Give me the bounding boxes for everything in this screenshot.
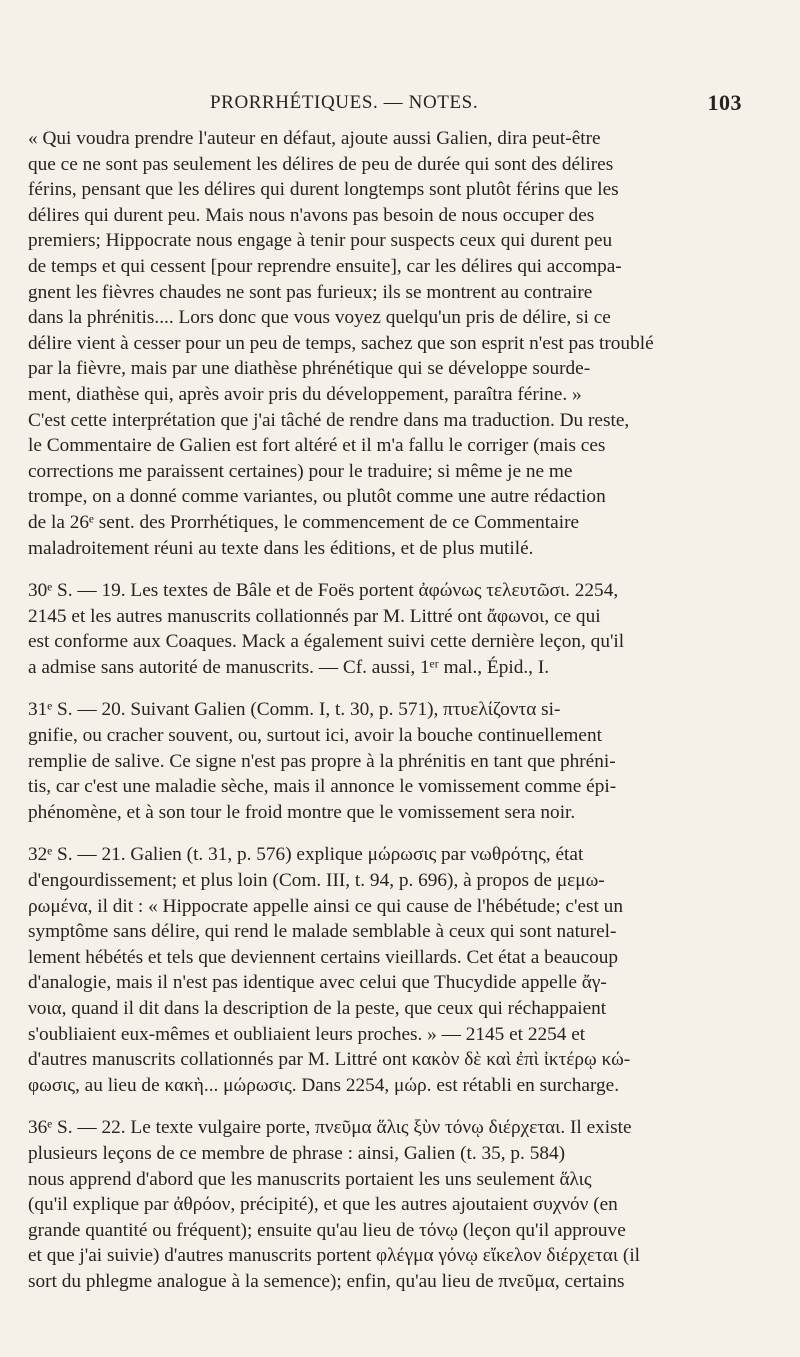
text-line: que ce ne sont pas seulement les délires de peu de durée qui sont des délires: [28, 153, 614, 175]
text-line: férins, pensant que les délires qui durent longtemps sont plutôt férins que les: [28, 179, 619, 201]
text-line: le Commentaire de Galien est fort altéré et il m'a fallu le corriger (mais ces: [28, 435, 606, 457]
text-line: de temps et qui cessent [pour reprendre ensuite], car les délires qui accompa-: [28, 255, 622, 277]
text-line: 32ᵉ S. — 21. Galien (t. 31, p. 576) explique μώρωσις par νωθρότης, état: [28, 844, 584, 866]
text-line: (qu'il explique par ἀθρόον, précipité), et que les autres ajoutaient συχνόν (en: [28, 1194, 618, 1216]
text-line: 30ᵉ S. — 19. Les textes de Bâle et de Foës portent ἀφώνως τελευτῶσι. 2254,: [28, 580, 619, 602]
text-line: trompe, on a donné comme variantes, ou plutôt comme une autre rédaction: [28, 486, 606, 508]
text-line: plusieurs leçons de ce membre de phrase : ainsi, Galien (t. 35, p. 584): [28, 1142, 566, 1164]
text-line: ρωμένα, il dit : « Hippocrate appelle ainsi ce qui cause de l'hébétude; c'est un: [28, 895, 623, 917]
text-line: de la 26ᵉ sent. des Prorrhétiques, le commencement de ce Commentaire: [28, 511, 580, 533]
text-line: symptôme sans délire, qui rend le malade semblable à ceux qui sont naturel-: [28, 921, 617, 943]
note-paragraph: [28, 697, 756, 825]
text-line: tis, car c'est une maladie sèche, mais il annonce le vomissement comme épi-: [28, 776, 617, 798]
text-line: nous apprend d'abord que les manuscrits portaient les uns seulement ἅλις: [28, 1168, 592, 1190]
text-line: 36ᵉ S. — 22. Le texte vulgaire porte, πνεῦμα ἅλις ξὺν τόνῳ διέρχεται. Il existe: [28, 1117, 632, 1139]
note-paragraph: [28, 842, 756, 1098]
running-title: PRORRHÉTIQUES. — NOTES.: [210, 92, 479, 113]
text-line: ment, diathèse qui, après avoir pris du développement, paraîtra férine. »: [28, 383, 582, 405]
page-number: 103: [707, 90, 742, 115]
text-line: corrections me paraissent certaines) pour le traduire; si même je ne me: [28, 460, 573, 482]
text-line: remplie de salive. Ce signe n'est pas propre à la phrénitis en tant que phréni-: [28, 750, 616, 772]
notes-text: [28, 126, 756, 1295]
text-line: phénomène, et à son tour le froid montre que le vomissement sera noir.: [28, 801, 576, 823]
text-line: d'autres manuscrits collationnés par M. Littré ont κακὸν δὲ καὶ ἐπὶ ἰκτέρῳ κώ-: [28, 1049, 631, 1071]
text-line: gnifie, ou cracher souvent, ou, surtout ici, avoir la bouche continuellement: [28, 725, 602, 747]
text-line: premiers; Hippocrate nous engage à tenir pour suspects ceux qui durent peu: [28, 230, 613, 252]
text-line: lement hébétés et tels que deviennent certains vieillards. Cet état a beaucoup: [28, 946, 618, 968]
note-paragraph: [28, 1115, 756, 1294]
text-line: C'est cette interprétation que j'ai tâché de rendre dans ma traduction. Du reste,: [28, 409, 630, 431]
text-line: d'analogie, mais il n'est pas identique avec celui que Thucydide appelle ἄγ-: [28, 972, 607, 994]
text-line: s'oubliaient eux-mêmes et oubliaient leurs proches. » — 2145 et 2254 et: [28, 1023, 586, 1045]
text-line: d'engourdissement; et plus loin (Com. III, t. 94, p. 696), à propos de μεμω-: [28, 870, 605, 892]
text-line: gnent les fièvres chaudes ne sont pas furieux; ils se montrent au contraire: [28, 281, 593, 303]
text-line: « Qui voudra prendre l'auteur en défaut, ajoute aussi Galien, dira peut-être: [28, 128, 601, 149]
text-line: et que j'ai suivie) d'autres manuscrits portent φλέγμα γόνῳ εἴκελον διέρχεται (il: [28, 1245, 641, 1267]
text-line: délires qui durent peu. Mais nous n'avons pas besoin de nous occuper des: [28, 204, 595, 226]
text-line: a admise sans autorité de manuscrits. — Cf. aussi, 1ᵉʳ mal., Épid., I.: [28, 656, 550, 678]
note-paragraph: [28, 578, 756, 680]
text-line: 2145 et les autres manuscrits collationnés par M. Littré ont ἄφωνοι, ce qui: [28, 605, 601, 627]
text-line: est conforme aux Coaques. Mack a également suivi cette dernière leçon, qu'il: [28, 631, 625, 653]
page-header: [28, 92, 756, 126]
text-line: sort du phlegme analogue à la semence); enfin, qu'au lieu de πνεῦμα, certains: [28, 1270, 625, 1292]
text-line: par la fièvre, mais par une diathèse phrénétique qui se développe sourde-: [28, 358, 591, 380]
note-paragraph: [28, 126, 756, 561]
text-line: dans la phrénitis.... Lors donc que vous voyez quelqu'un pris de délire, si ce: [28, 307, 611, 329]
text-line: grande quantité ou fréquent); ensuite qu'au lieu de τόνῳ (leçon qu'il approuve: [28, 1219, 626, 1241]
text-line: délire vient à cesser pour un peu de temps, sachez que son esprit n'est pas troublé: [28, 332, 654, 354]
text-line: φωσις, au lieu de κακὴ... μώρωσις. Dans 2254, μώρ. est rétabli en surcharge.: [28, 1074, 620, 1096]
text-line: νοια, quand il dit dans la description de la peste, que ceux qui réchappaient: [28, 998, 607, 1019]
text-line: maladroitement réuni au texte dans les éditions, et de plus mutilé.: [28, 537, 534, 559]
text-line: 31ᵉ S. — 20. Suivant Galien (Comm. I, t. 30, p. 571), πτυελίζοντα si-: [28, 699, 561, 721]
